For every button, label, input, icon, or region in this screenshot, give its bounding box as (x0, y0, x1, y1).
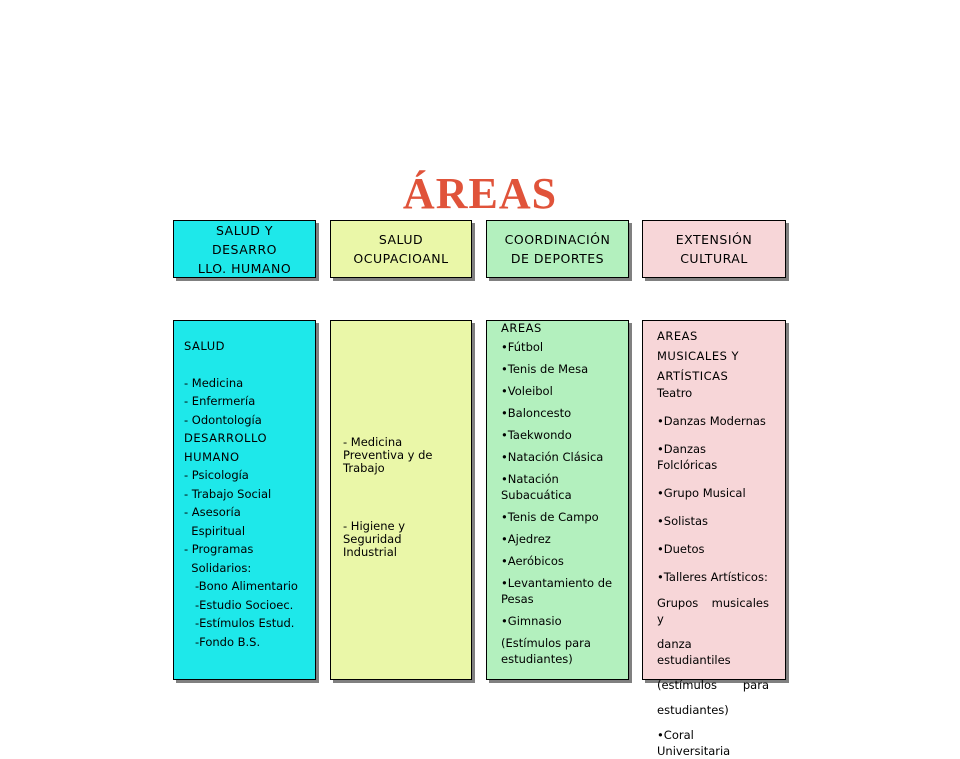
list-item: •Natación Subacuática (501, 472, 572, 502)
list-item: •Levantamiento de Pesas (501, 576, 613, 606)
list-item: •Talleres Artísticos: (657, 570, 768, 584)
header-salud-ocupacional (330, 220, 472, 278)
header-line: DESARRO (212, 241, 277, 257)
paragraph-line: (estímulos para (657, 678, 769, 692)
list-item: •Tenis de Campo (501, 510, 599, 524)
list-item: •Ajedrez (501, 532, 551, 546)
item-line: Trabajo (343, 461, 385, 475)
paragraph-line: estudiantes) (657, 703, 729, 717)
list-item: - Psicología (184, 468, 249, 482)
paragraph-line: Grupos musicales y (657, 596, 769, 626)
list-item: -Estímulos Estud. (184, 616, 295, 630)
list-item: - Programas (184, 542, 254, 556)
header-line: DE DEPORTES (510, 251, 605, 266)
header-coordinacion-deportes (486, 220, 629, 278)
item-line: - Medicina (343, 435, 403, 449)
list-item: -Fondo B.S. (184, 634, 261, 649)
list-item: Espiritual (184, 523, 246, 538)
body-salud-ocupacional (330, 320, 472, 680)
page-title: ÁREAS (402, 169, 558, 218)
paragraph-line: danza estudiantiles (657, 637, 731, 667)
list-item: •Taekwondo (501, 428, 572, 442)
header-line: OCUPACIOANL (353, 251, 449, 266)
header-line: CULTURAL (680, 251, 748, 266)
list-item: - Asesoría (184, 505, 241, 519)
list-item: •Fútbol (501, 340, 544, 354)
item-higiene-seguridad (343, 520, 471, 559)
header-line: COORDINACIÓN (504, 232, 611, 247)
list-item: •Gimnasio (501, 614, 562, 628)
header-line: SALUD (378, 232, 424, 247)
list-item: •Danzas Modernas (657, 414, 766, 428)
list-item: (Estímulos para estudiantes) (501, 636, 591, 666)
list-item: Solidarios: (184, 560, 252, 575)
list-item: - Odontología (184, 412, 262, 427)
list-item: - Medicina (184, 375, 244, 390)
list-item: •Coral Universitaria (657, 728, 731, 758)
header-salud-desarrollo-humano (173, 220, 316, 278)
header-line: LLO. HUMANO (197, 260, 292, 276)
body-coordinacion-deportes (486, 320, 629, 680)
section-heading-line: AREAS (657, 329, 698, 343)
list-item: - Enfermería (184, 394, 256, 408)
list-item: -Estudio Socioec. (184, 597, 294, 612)
list-item: •Baloncesto (501, 406, 572, 420)
header-extension-cultural (642, 220, 786, 278)
section-heading-humano: HUMANO (184, 449, 240, 464)
list-item: •Natación Clásica (501, 450, 604, 464)
list-item: •Aeróbicos (501, 554, 564, 568)
list-item: •Voleibol (501, 384, 553, 398)
section-heading-desarrollo: DESARROLLO (184, 431, 267, 445)
list-item: •Tenis de Mesa (501, 362, 589, 376)
item-medicina-preventiva (343, 436, 471, 475)
list-item: •Danzas Folclóricas (657, 442, 718, 472)
section-heading-line: ARTÍSTICAS (657, 369, 729, 383)
list-item: •Grupo Musical (657, 486, 746, 500)
list-item: •Solistas (657, 514, 709, 528)
header-line: SALUD Y (216, 222, 273, 238)
body-extension-cultural (642, 320, 786, 758)
section-heading-line: MUSICALES Y (657, 349, 740, 363)
item-line: Seguridad (343, 532, 402, 546)
list-item: - Trabajo Social (184, 486, 272, 501)
body-salud-desarrollo-humano (173, 320, 316, 680)
section-heading-areas: AREAS (501, 321, 542, 335)
section-heading-salud: SALUD (184, 339, 225, 353)
list-item: -Bono Alimentario (184, 579, 298, 593)
list-item: Teatro (657, 386, 693, 400)
header-line: EXTENSIÓN (675, 232, 753, 247)
item-line: Preventiva y de (343, 448, 433, 462)
item-line: Industrial (343, 545, 397, 559)
list-item: •Duetos (657, 542, 705, 556)
item-line: - Higiene y (343, 519, 406, 533)
